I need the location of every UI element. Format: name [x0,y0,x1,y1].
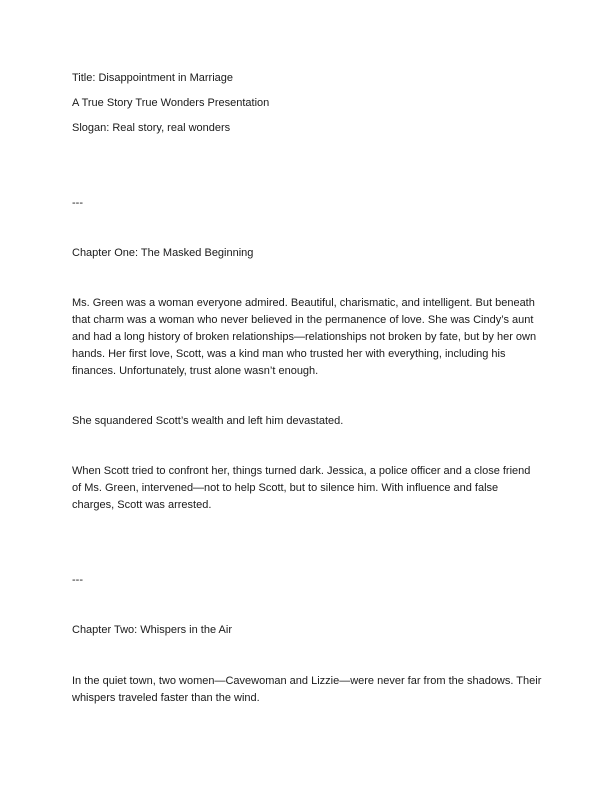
chapter-one-heading: Chapter One: The Masked Beginning [72,247,254,259]
presentation-line: A True Story True Wonders Presentation [72,97,270,109]
document-title-line: Title: Disappointment in Marriage [72,72,233,84]
chapter-two-heading: Chapter Two: Whispers in the Air [72,624,232,636]
chapter-one-paragraph-2: She squandered Scott’s wealth and left him devastated. [72,415,344,427]
chapter-one-paragraph-3: When Scott tried to confront her, things turned dark. Jessica, a police officer and a close friend of Ms. Green, intervened—not to help Scott, but to silence him. With influence and false charges, Scott was arrested. [72,465,531,511]
section-separator: --- [72,197,83,209]
section-separator: --- [72,574,83,586]
chapter-one-paragraph-1: Ms. Green was a woman everyone admired. Beautiful, charismatic, and intelligent. But beneath that charm was a woman who never believed in the permanence of love. She was Cindy’s aunt and had a long history of broken relationships—relationships not broken by fate, but by her own hands. Her first love, Scott, was a kind man who trusted her with everything, including his finances. Unfortunately, trust alone wasn’t enough. [72,297,537,377]
chapter-two-paragraph-1: In the quiet town, two women—Cavewoman and Lizzie—were never far from the shadows. Their whispers traveled faster than the wind. [72,675,542,704]
slogan-line: Slogan: Real story, real wonders [72,122,231,134]
